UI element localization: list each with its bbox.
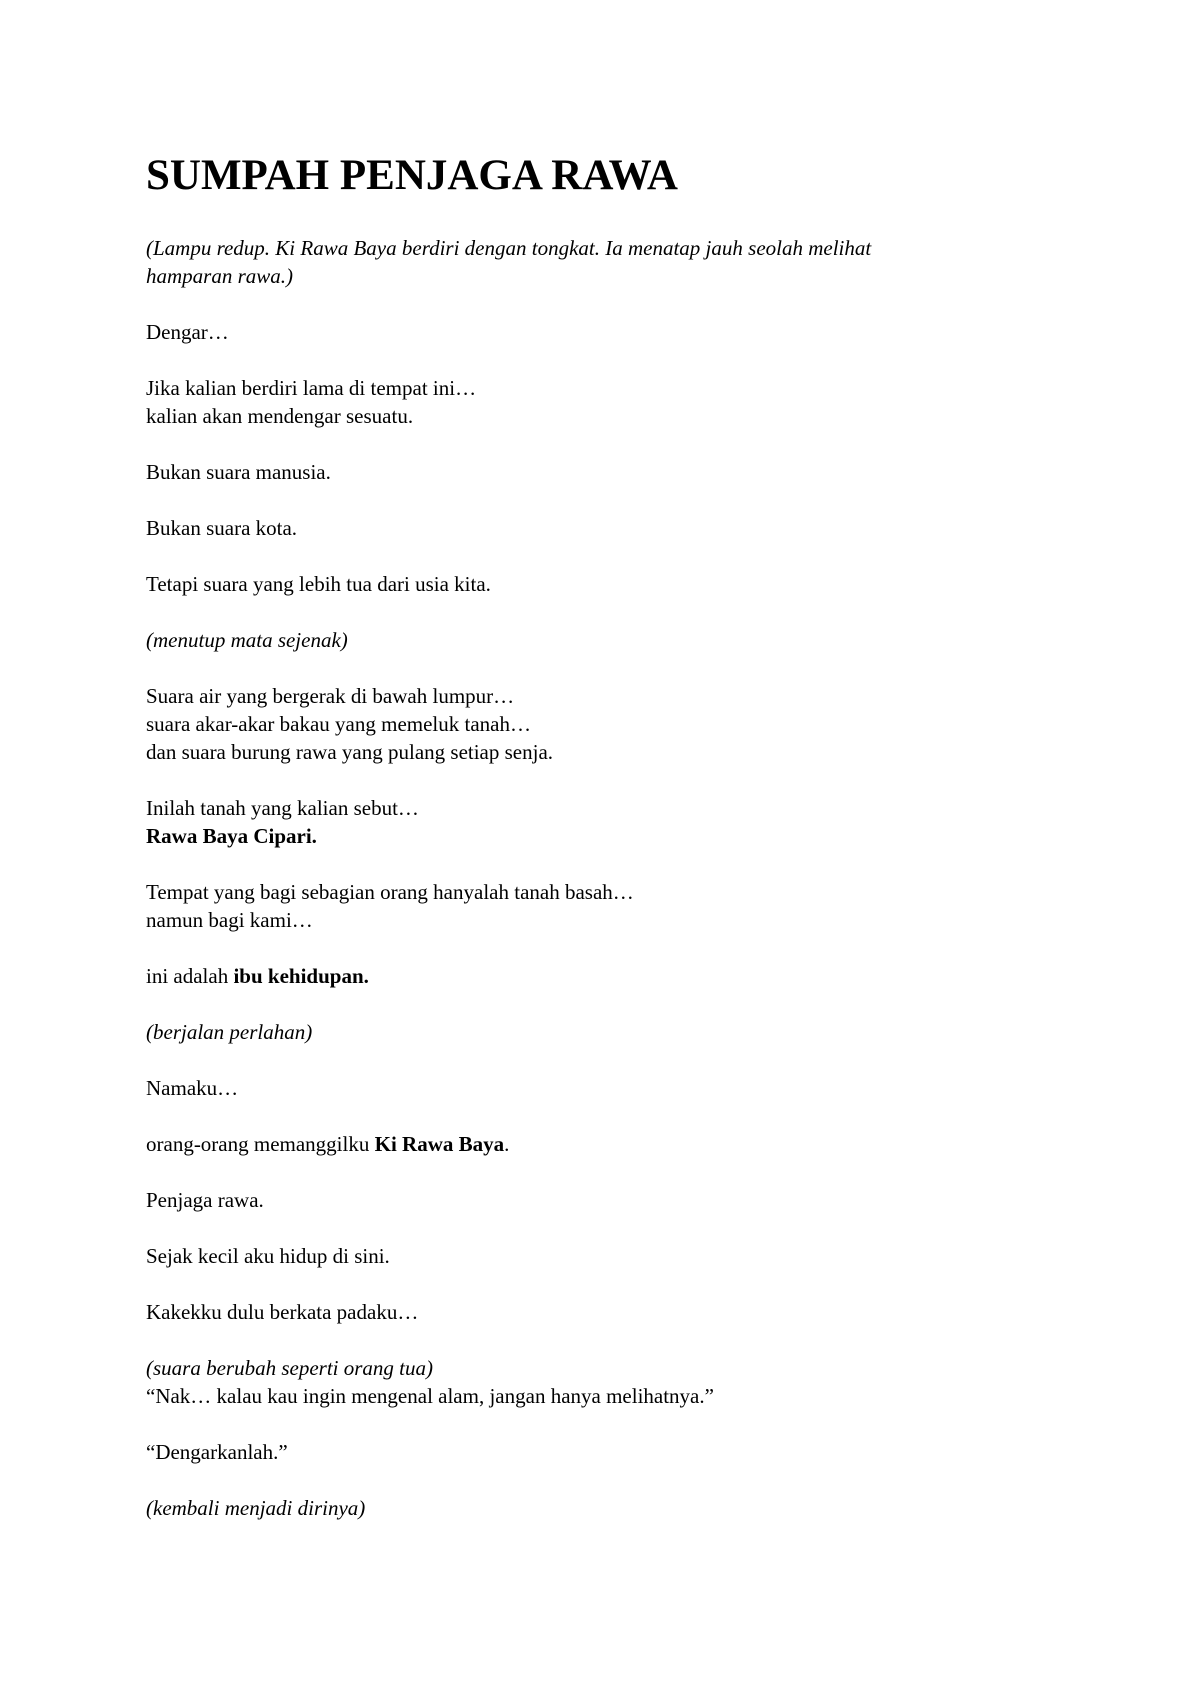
document-body bbox=[146, 148, 1046, 1550]
dialogue-quote: “Nak… kalau kau ingin mengenal alam, jangan hanya melihatnya.” bbox=[146, 1384, 714, 1408]
paragraph-line: namun bagi kami… bbox=[146, 908, 313, 932]
paragraph-inilah bbox=[146, 794, 1046, 850]
stage-direction-menutup: (menutup mata sejenak) bbox=[146, 628, 348, 652]
paragraph-tempat bbox=[146, 878, 1046, 934]
character-name: Ki Rawa Baya bbox=[374, 1132, 505, 1156]
place-name: Rawa Baya Cipari. bbox=[146, 824, 317, 848]
paragraph-jika bbox=[146, 374, 1046, 430]
paragraph-line: Tempat yang bagi sebagian orang hanyalah tanah basah… bbox=[146, 880, 634, 904]
stage-direction-suara: (suara berubah seperti orang tua) bbox=[146, 1356, 433, 1380]
paragraph-line: Inilah tanah yang kalian sebut… bbox=[146, 796, 419, 820]
stage-direction-line: hamparan rawa.) bbox=[146, 264, 294, 288]
paragraph-namaku: Namaku… bbox=[146, 1076, 239, 1100]
paragraph-line: suara akar-akar bakau yang memeluk tanah… bbox=[146, 712, 531, 736]
paragraph-line: dan suara burung rawa yang pulang setiap senja. bbox=[146, 740, 554, 764]
paragraph-dengar: Dengar… bbox=[146, 320, 229, 344]
stage-direction-kembali: (kembali menjadi dirinya) bbox=[146, 1496, 366, 1520]
paragraph-tetapi: Tetapi suara yang lebih tua dari usia kita. bbox=[146, 572, 491, 596]
paragraph-sejak: Sejak kecil aku hidup di sini. bbox=[146, 1244, 390, 1268]
paragraph-bukan-kota: Bukan suara kota. bbox=[146, 516, 298, 540]
stage-direction-intro bbox=[146, 234, 1046, 290]
paragraph-suara-tua bbox=[146, 1354, 1046, 1410]
emphasis-text: ibu kehidupan. bbox=[233, 964, 369, 988]
paragraph-dengarkanlah: “Dengarkanlah.” bbox=[146, 1440, 288, 1464]
paragraph-orang bbox=[146, 1130, 1046, 1158]
paragraph-line: Jika kalian berdiri lama di tempat ini… bbox=[146, 376, 477, 400]
paragraph-text: ini adalah bbox=[146, 964, 234, 988]
paragraph-text: orang-orang memanggilku bbox=[146, 1132, 375, 1156]
paragraph-ibu bbox=[146, 962, 1046, 990]
page-title: SUMPAH PENJAGA RAWA bbox=[146, 152, 678, 199]
paragraph-penjaga: Penjaga rawa. bbox=[146, 1188, 264, 1212]
stage-direction-berjalan: (berjalan perlahan) bbox=[146, 1020, 313, 1044]
paragraph-suara bbox=[146, 682, 1046, 766]
paragraph-line: Suara air yang bergerak di bawah lumpur… bbox=[146, 684, 515, 708]
stage-direction-line: (Lampu redup. Ki Rawa Baya berdiri dengan tongkat. Ia menatap jauh seolah melihat bbox=[146, 236, 872, 260]
paragraph-text: . bbox=[504, 1132, 510, 1156]
paragraph-line: kalian akan mendengar sesuatu. bbox=[146, 404, 414, 428]
paragraph-bukan-manusia: Bukan suara manusia. bbox=[146, 460, 331, 484]
paragraph-kakek: Kakekku dulu berkata padaku… bbox=[146, 1300, 419, 1324]
